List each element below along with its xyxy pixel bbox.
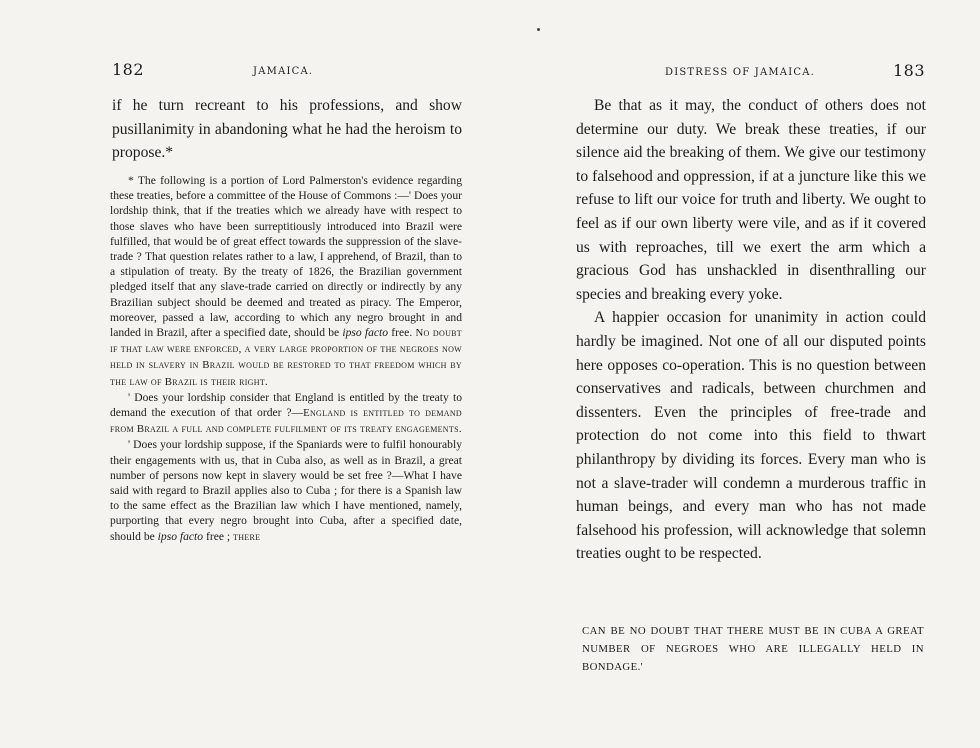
footnote-small-caps: No doubt if that law were enforced, a very large proportion of the negroes now held in slavery in Brazil would be restored to that freedom which by the law of Brazil is their right. [110,327,462,388]
body-text-left [112,94,462,165]
footnote-left [110,173,462,545]
footnote-italic: ipso facto [342,326,389,340]
body-text-right [576,94,926,566]
footnote-continuation: CAN BE NO DOUBT THAT THERE MUST BE IN CUBA A GREAT NUMBER OF NEGROES WHO ARE ILLEGALLY HELD IN BONDAGE.' [582,625,924,673]
footnote-paragraph-1 [110,173,462,390]
running-head-right: DISTRESS OF JAMAICA. [665,67,816,78]
footnote-text: ' Does your lordship suppose, if the Spaniards were to fulfil honourably their engagements with us, that in Cuba also, as well as in Brazil, a great number of persons now kept in slavery would be set free ?—What I have said with regard to Brazil applies also to Cuba ; for there is a Spanish law to the same effect as the Brazilian law which I have mentioned, namely, purporting that every negro brought into Cuba, after a specified date, should be [110,438,462,543]
page-number-left: 182 [112,60,145,79]
footnote-paragraph-3 [110,437,462,544]
footnote-italic: ipso facto [157,529,204,543]
footnote-paragraph-2 [110,390,462,438]
footnote-text: free. [388,326,416,340]
body-paragraph-2: A happier occasion for unanimity in action could hardly be imagined. Not one of all our disputed points here opposes co-operation. This is no question between conservatives and radicals, between churchmen and dissenters. Even the principles of free-trade and protection do not come into this field to thwart philanthropy by dividing its forces. Every man who is not a slave-trader will condemn a murderous traffic in human beings, and every man who has not made falsehood his profession, will acknowledge that solemn treaties ought to be respected. [576,309,926,563]
footnote-text: free ; [203,529,234,543]
page-number-right: 183 [893,61,926,80]
body-paragraph-1: Be that as it may, the conduct of others does not determine our duty. We break these treaties, if our silence aid the breaking of them. We give our testimony to falsehood and oppression, if at a juncture like this we refuse to lift our voice for truth and liberty. We ought to feel as if our own liberty were vile, and as if it covered us with reproaches, till we exert the arm which a gracious God has unshackled in disenthralling our species and breaking every yoke. [576,97,926,303]
footnote-small-caps: England is entitled to demand from Brazil a full and complete fulfilment of its treaty engagements. [110,407,462,436]
right-page [490,0,980,748]
footnote-text: ' Does your lordship consider that England is entitled by the treaty to demand the execution of that order ?— [110,390,462,420]
running-head-left: JAMAICA. [253,66,314,77]
footnote-small-caps: there [233,530,261,543]
body-paragraph: if he turn recreant to his professions, and show pusillanimity in abandoning what he had the heroism to propose.* [112,97,462,162]
footnote-text: * The following is a portion of Lord Palmerston's evidence regarding these treaties, before a committee of the House of Commons :—' Does your lordship think, that if the treaties which we already have with respect to those slaves who have been surreptitiously introduced into Brazil were fulfilled, that would be of great effect towards the suppression of the slave-trade ? That question relates rather to a law, I apprehend, of Brazil, than to a stipulation of treaty. By the treaty of 1826, the Brazilian government pledged itself that any slave-trade carried on directly or indirectly by any Brazilian subject should be deemed and treated as piracy. The Emperor, moreover, passed a law, according to which any negro brought in and landed in Brazil, after a specified date, should be [110,174,462,340]
